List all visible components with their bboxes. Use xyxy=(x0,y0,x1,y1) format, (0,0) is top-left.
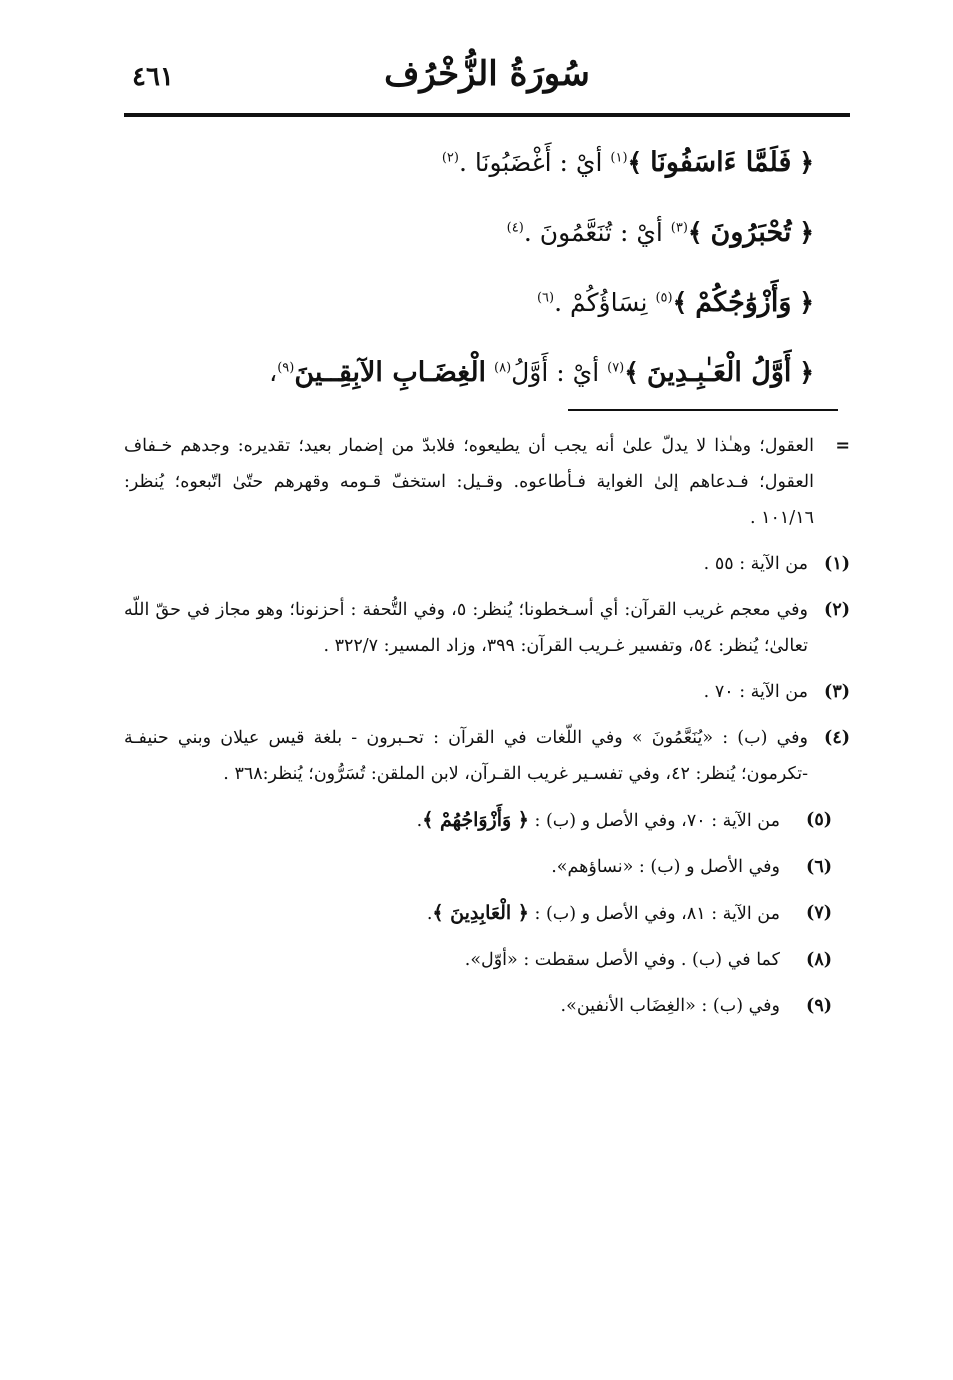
footnote-ref: (٨) xyxy=(494,360,512,376)
quran-word: وَأَزْوَٰجُكُمْ xyxy=(695,287,792,318)
footnote-text-part: من الآية : ٧٠، وفي الأصل و (ب) : xyxy=(534,811,780,831)
footnote xyxy=(124,546,850,582)
footnote-number: (٨) xyxy=(806,950,832,970)
footnote xyxy=(124,674,850,710)
verse-tail: ، xyxy=(269,358,278,387)
verse-line xyxy=(124,198,814,268)
surah-title: سُورَةُ الزُّخْرُف xyxy=(384,54,590,94)
quran-word: تُحْبَرُونَ xyxy=(710,217,792,248)
footnote-text: من الآية : ٧٠ . xyxy=(703,682,808,702)
verse-line xyxy=(124,128,814,198)
quran-word: أَوَّلُ الْعَـٰبِـدِينَ xyxy=(646,357,792,388)
footnote xyxy=(124,895,850,932)
footnote xyxy=(124,942,850,978)
footnote xyxy=(124,592,850,664)
footnote-text: العقول؛ وهـٰذا لا يدلّ علىٰ أنه يجب أن يطيعوه؛ فلابدّ من إضمار بعيد؛ تقديره: وجدهم خـفاف العقول؛ فـدعاهم إلىٰ الغواية فـأطاعوه. وقـيل: استخفّ قـومه وقهرهم حتّىٰ اتّبعوه؛ يُنظر: ١٠١/١٦ . xyxy=(124,436,814,528)
verse-block xyxy=(124,128,814,408)
footnote-number: (٥) xyxy=(806,810,832,830)
footnote-number: (١) xyxy=(824,554,850,574)
footnote-text: من الآية : ٥٥ . xyxy=(703,554,808,574)
footnote-continuation xyxy=(124,428,850,536)
footnote-text xyxy=(124,895,780,932)
footnote-ref: (٦) xyxy=(536,290,555,306)
footnote-text: كما في (ب) . وفي الأصل سقطت : «أوّل». xyxy=(464,950,780,970)
footnote-ref: (٩) xyxy=(277,360,295,376)
verse-gloss: أيْ : تُنَعَّمُونَ . xyxy=(523,218,663,247)
footnote-number: (٦) xyxy=(806,857,832,877)
footnote-text: وفي معجم غريب القرآن: أي أسـخطونا؛ يُنظر: ٥، وفي التُّحفة : أحزنونا؛ وهو مجاز في حقّ اللّه تعالىٰ؛ يُنظر: ٥٤، وتفسير غـريب القرآن: ٣٩٩، وزاد المسير: ٣٢٢/٧ . xyxy=(124,600,809,656)
footnote-text: وفي (ب) : «الغِضَاب الأنفين». xyxy=(560,996,780,1016)
page-number: ٤٦١ xyxy=(132,62,174,92)
verse-gloss-word: الْغِضَـابِ الآبِقِــينَ xyxy=(294,357,487,388)
footnote-ref: (٥) xyxy=(655,290,673,306)
ornate-brace-close: ﴾ xyxy=(624,358,639,387)
footnote-ref: (٣) xyxy=(670,220,688,236)
ornate-brace-close: ﴾ xyxy=(672,288,688,317)
quran-quote: ﴿ وَأَزْوَاجُهُمْ ﴾ xyxy=(422,809,529,831)
ornate-brace-open: ﴿ xyxy=(799,218,814,247)
footnote xyxy=(124,988,850,1024)
footnote-number: (٩) xyxy=(806,996,832,1016)
ornate-brace-open: ﴿ xyxy=(799,358,814,387)
footnote-text-part: من الآية : ٨١، وفي الأصل و (ب) : xyxy=(534,904,780,924)
footnote-number: (٢) xyxy=(824,600,850,620)
footnote-ref: (١) xyxy=(610,150,628,166)
footnotes xyxy=(124,428,850,1024)
footnote-ref: (٧) xyxy=(607,360,625,376)
continuation-mark: = xyxy=(835,436,850,456)
ornate-brace-open: ﴿ xyxy=(799,288,814,317)
ornate-brace-close: ﴾ xyxy=(687,218,703,247)
ornate-brace-close: ﴾ xyxy=(627,148,643,177)
footnote-text xyxy=(124,802,780,839)
header-rule xyxy=(124,113,850,117)
quran-quote: ﴿ الْعَابِدِينَ ﴾ xyxy=(432,902,529,924)
verse-line xyxy=(124,268,814,338)
footnote xyxy=(124,849,850,885)
footnote-tail: . xyxy=(416,811,423,831)
footnote xyxy=(124,720,850,792)
footnote-number: (٣) xyxy=(824,682,850,702)
verse-gloss: أيْ : أَوَّلُ xyxy=(511,358,600,387)
footnote-text: وفي الأصل و (ب) : «نساؤهم». xyxy=(551,857,780,877)
footnote-number: (٧) xyxy=(806,903,832,923)
ornate-brace-open: ﴿ xyxy=(799,148,814,177)
footnote-ref: (٤) xyxy=(506,220,524,236)
verse-gloss: أيْ : أَغْضَبُونَا . xyxy=(458,148,603,177)
verse-gloss: نِسَاؤُكُمْ . xyxy=(554,288,648,317)
quran-word: فَلَمَّا ءَاسَفُونَا xyxy=(650,147,792,178)
footnote-number: (٤) xyxy=(824,728,850,748)
page-header xyxy=(124,48,850,114)
verse-line xyxy=(124,338,814,408)
footnote-text: وفي (ب) : «يُنَعَّمُونَ » وفي اللّغات في القرآن : تحـبرون - بلغة قيس عيلان وبني حنيفـة -تكرمون؛ يُنظر: ٤٢، وفي تفسـير غريب القـرآن، لابن الملقن: تُسَرُّون؛ يُنظر:٣٦٨ . xyxy=(124,728,808,784)
footnote-tail: . xyxy=(426,904,433,924)
footnote-separator xyxy=(568,409,838,411)
footnote xyxy=(124,802,850,839)
footnote-ref: (٢) xyxy=(441,150,459,166)
